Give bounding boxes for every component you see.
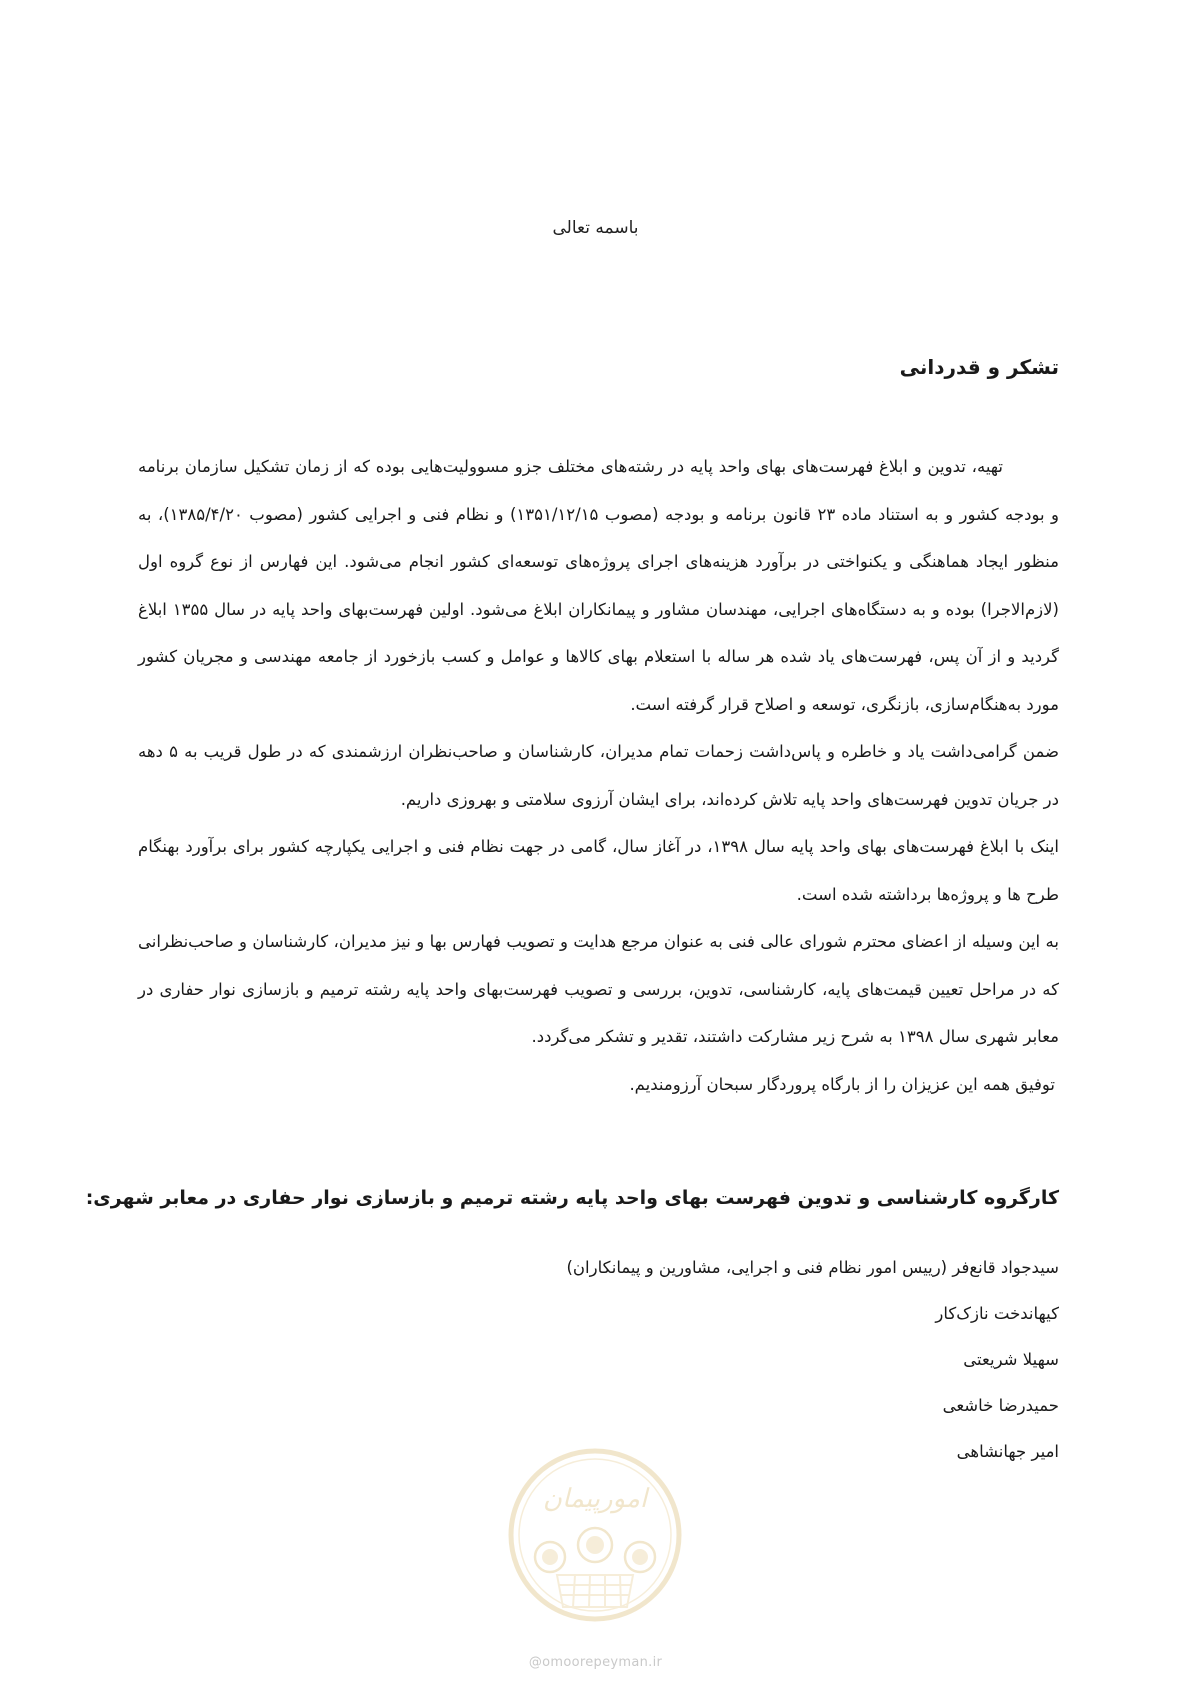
logo-icon — [505, 1445, 685, 1625]
omoorepeyman-logo-watermark — [505, 1445, 685, 1625]
acknowledgement-body — [138, 443, 1059, 1108]
team-member: سیدجواد قانع‌فر (رییس امور نظام فنی و اجرایی، مشاورین و پیمانکاران) — [566, 1258, 1059, 1277]
paragraph-closing: توفیق همه این عزیزان را از بارگاه پروردگار سبحان آرزومندیم. — [629, 1074, 1055, 1094]
team-title: کارگروه کارشناسی و تدوین فهرست بهای واحد پایه رشته ترمیم و بازسازی نوار حفاری در معابر شهری: — [85, 1187, 1059, 1209]
section-title: تشکر و قدردانی — [899, 355, 1059, 379]
paragraph-appreciation: ضمن گرامی‌داشت یاد و خاطره و پاس‌داشت زحمات تمام مدیران، کارشناسان و صاحب‌نظران ارزشمندی که در طول قریب به ۵ دهه در جریان تدوین فهرست‌های واحد پایه تلاش کرده‌اند، برای ایشان آرزوی سلامتی و بهروزی داریم. — [138, 742, 1059, 809]
team-members-list — [567, 1245, 1060, 1475]
team-member: امیر جهانشاهی — [956, 1442, 1059, 1461]
paragraph-thanks: به این وسیله از اعضای محترم شورای عالی فنی به عنوان مرجع هدایت و تصویب فهارس بها و نیز مدیران، کارشناسان و صاحب‌نظرانی که در مراحل تعیین قیمت‌های پایه، کارشناسی، تدوین، بررسی و تصویب فهرست‌بهای واحد پایه رشته ترمیم و بازسازی نوار حفاری در معابر شهری سال ۱۳۹۸ به شرح زیر مشارکت داشتند، تقدیر و تشکر می‌گردد. — [138, 932, 1059, 1046]
team-member: سهیلا شریعتی — [963, 1350, 1059, 1369]
paragraph-announcement: اینک با ابلاغ فهرست‌های بهای واحد پایه سال ۱۳۹۸، در آغاز سال، گامی در جهت نظام فنی و اجرایی یکپارچه کشور برای برآورد بهنگام طرح ها و پروژه‌ها برداشته شده است. — [138, 837, 1059, 904]
paragraph-history: تهیه، تدوین و ابلاغ فهرست‌های بهای واحد پایه در رشته‌های مختلف جزو مسوولیت‌هایی بوده که از زمان تشکیل سازمان برنامه و بودجه کشور و به استناد ماده ۲۳ قانون برنامه و بودجه (مصوب ۱۳۵۱/۱۲/۱۵) و نظام فنی و اجرایی کشور (مصوب ۱۳۸۵/۴/۲۰)، به منظور ایجاد هماهنگی و یکنواختی در برآورد هزینه‌های اجرای پروژه‌های توسعه‌ای کشور انجام می‌شود. این فهارس از نوع گروه اول (لازم‌الاجرا) بوده و به دستگاه‌های اجرایی، مهندسان مشاور و پیمانکاران ابلاغ می‌شود. اولین فهرست‌بهای واحد پایه در سال ۱۳۵۵ ابلاغ گردید و از آن پس، فهرست‌های یاد شده هر ساله با استعلام بهای کالاها و عوامل و کسب بازخورد از جامعه مهندسی و مجریان کشور مورد به‌هنگام‌سازی، بازنگری، توسعه و اصلاح قرار گرفته است. — [138, 457, 1059, 714]
logo-text: امورپیمان — [542, 1484, 648, 1514]
footer-site-url: @omoorepeyman.ir — [528, 1655, 663, 1670]
basmala-header: باسمه تعالی — [552, 218, 639, 238]
team-member: حمیدرضا خاشعی — [942, 1396, 1059, 1415]
team-member: کیهاندخت نازک‌کار — [935, 1304, 1059, 1323]
